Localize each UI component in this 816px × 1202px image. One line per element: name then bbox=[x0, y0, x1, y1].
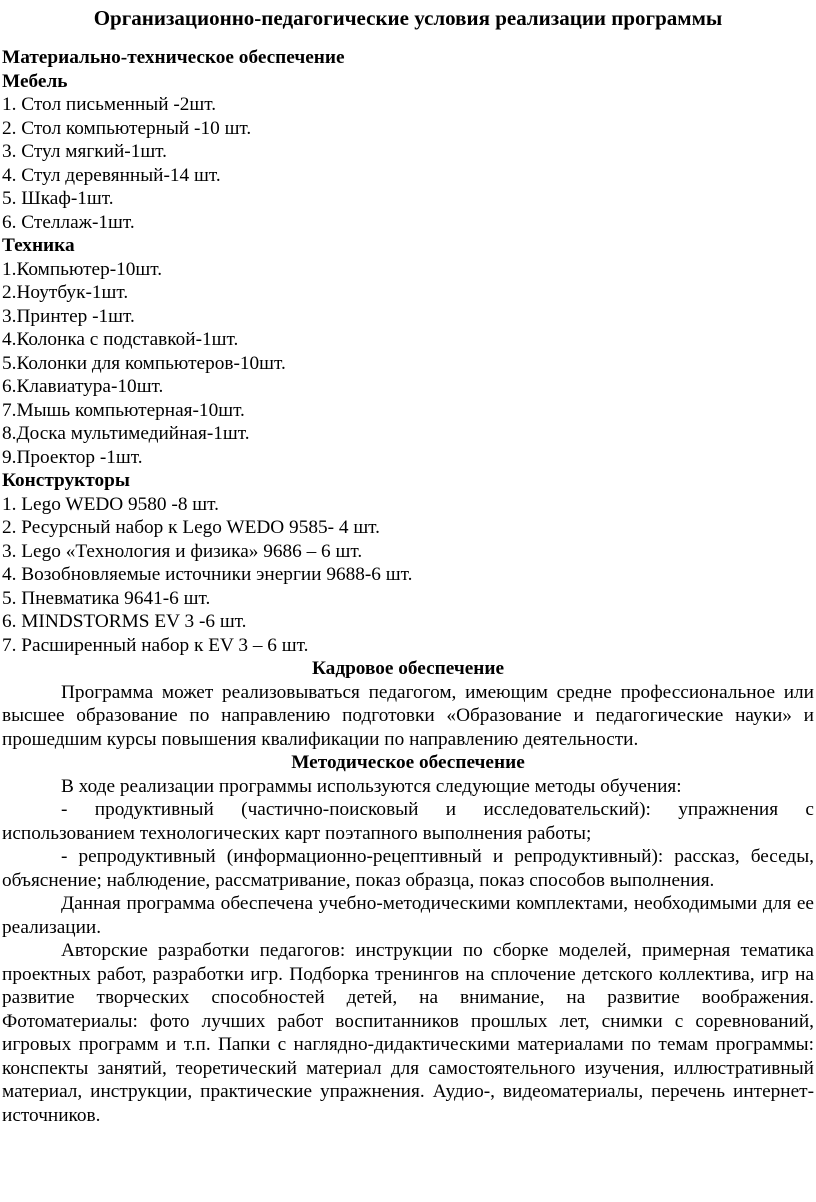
list-item: 5. Шкаф-1шт. bbox=[2, 188, 114, 209]
list-item: 2. Ресурсный набор к Lego WEDO 9585- 4 шт. bbox=[2, 517, 380, 538]
list-item: 3.Принтер -1шт. bbox=[2, 305, 135, 327]
list-item: 9.Проектор -1шт. bbox=[2, 446, 143, 468]
staff-heading: Кадровое обеспечение bbox=[311, 658, 505, 679]
methods-paragraph: Авторские разработки педагогов: инструкции по сборке моделей, примерная тематика проектных работ, разработки игр. Подборка тренингов на сплочение детского коллектива, игр на развитие творческих способностей детей, на внимание, на развитие воображения. Фотоматериалы: фото лучших работ воспитанников прошлых лет, снимки с соревнований, игровых программ и т.п. Папки с наглядно-дидактическими материалами по темам программы: конспекты занятий, теоретический материал для самостоятельного изучения, иллюстративный материал, инструкции, практические упражнения. Аудио-, видеоматериалы, перечень интернет-источников. bbox=[2, 940, 814, 1126]
methods-item: - продуктивный (частично-поисковый и исследовательский): упражнения с использованием технологических карт поэтапного выполнения работы; bbox=[2, 799, 814, 844]
list-item: 1. Стол письменный -2шт. bbox=[2, 94, 217, 115]
methods-intro: В ходе реализации программы используются следующие методы обучения: bbox=[61, 775, 682, 797]
methods-item: - репродуктивный (информационно-рецептивный и репродуктивный): рассказ, беседы, объяснение; наблюдение, рассматривание, показ образца, показ способов выполнения. bbox=[2, 846, 814, 891]
list-item: 4. Возобновляемые источники энергии 9688-6 шт. bbox=[2, 564, 413, 585]
staff-paragraph: Программа может реализовываться педагогом, имеющим средне профессиональное или высшее образование по направлению подготовки «Образование и педагогические науки» и прошедшим курсы повышения квалификации по направлению деятельности. bbox=[2, 681, 814, 750]
tech-heading: Техника bbox=[2, 235, 75, 256]
list-item: 3. Стул мягкий-1шт. bbox=[2, 141, 167, 162]
list-item: 6. Стеллаж-1шт. bbox=[2, 211, 135, 233]
list-item: 4.Колонка с подставкой-1шт. bbox=[2, 329, 239, 350]
list-item: 5.Колонки для компьютеров-10шт. bbox=[2, 352, 286, 374]
list-item: 8.Доска мультимедийная-1шт. bbox=[2, 423, 250, 444]
list-item: 3. Lego «Технология и физика» 9686 – 6 шт. bbox=[2, 540, 363, 562]
methods-heading: Методическое обеспечение bbox=[291, 752, 525, 773]
list-item: 1.Компьютер-10шт. bbox=[2, 258, 163, 280]
list-item: 4. Стул деревянный-14 шт. bbox=[2, 164, 221, 186]
list-item: 5. Пневматика 9641-6 шт. bbox=[2, 587, 211, 609]
furniture-heading: Мебель bbox=[2, 70, 68, 92]
material-heading: Материально-техническое обеспечение bbox=[2, 47, 345, 68]
methods-paragraph: Данная программа обеспечена учебно-методическими комплектами, необходимыми для ее реализации. bbox=[2, 893, 814, 938]
kits-heading: Конструкторы bbox=[2, 470, 130, 491]
list-item: 2.Ноутбук-1шт. bbox=[2, 282, 129, 303]
list-item: 2. Стол компьютерный -10 шт. bbox=[2, 117, 252, 139]
list-item: 6. MINDSTORMS EV 3 -6 шт. bbox=[2, 611, 247, 632]
list-item: 6.Клавиатура-10шт. bbox=[2, 376, 164, 397]
list-item: 7. Расширенный набор к EV 3 – 6 шт. bbox=[2, 634, 309, 656]
list-item: 1. Lego WEDO 9580 -8 шт. bbox=[2, 493, 219, 515]
list-item: 7.Мышь компьютерная-10шт. bbox=[2, 399, 245, 421]
page-title: Организационно-педагогические условия реализации программы bbox=[93, 6, 723, 30]
